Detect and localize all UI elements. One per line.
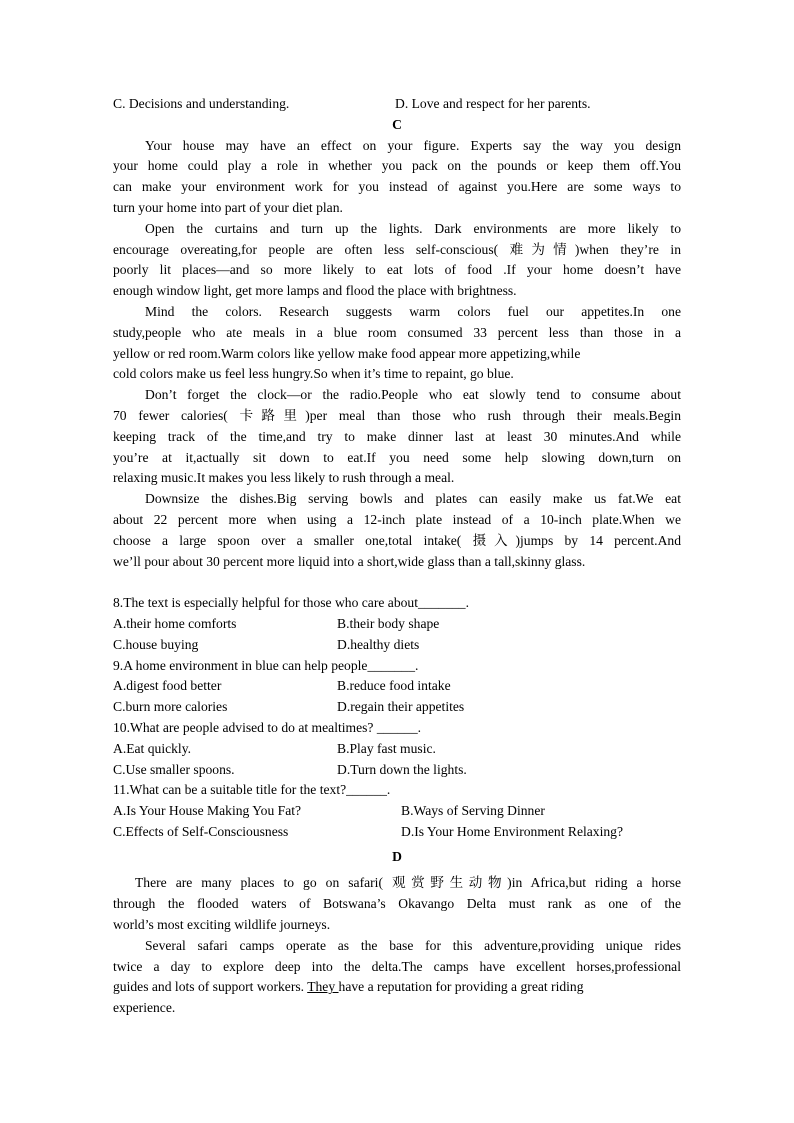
previous-options-row [113, 94, 681, 115]
text-line: study,people who ate meals in a blue room consumed 33 percent less than those in a [113, 324, 681, 340]
text-line: encourage overeating,for people are often less self-conscious( 难为情)when they’re in [113, 241, 681, 257]
text-line: relaxing music.It makes you less likely to rush through a meal. [113, 470, 455, 486]
text-line: Mind the colors. Research suggests warm colors fuel our appetites.In one [145, 303, 681, 319]
text-fragment: guides and lots of support workers. [113, 979, 305, 995]
choice-d[interactable]: D.healthy diets [337, 636, 420, 652]
text-line: you’re at it,actually sit down to eat.If you need some help slowing down,turn on [113, 449, 681, 465]
section-d-paragraph-2 [113, 936, 681, 1019]
text-fragment: have a reputation for providing a great riding [338, 979, 584, 995]
text-line: through the flooded waters of Botswana’s Okavango Delta must rank as one of the [113, 896, 681, 912]
option-d: D. Love and respect for her parents. [395, 96, 591, 111]
text-line: enough window light, get more lamps and flood the place with brightness. [113, 283, 517, 299]
choice-d[interactable]: D.Is Your Home Environment Relaxing? [401, 823, 624, 839]
text-line: Don’t forget the clock—or the radio.People who eat slowly tend to consume about [145, 387, 681, 403]
question-9 [113, 656, 681, 718]
choice-a[interactable]: A.digest food better [113, 678, 222, 694]
choice-a[interactable]: A.Eat quickly. [113, 740, 192, 756]
text-line [113, 977, 681, 998]
choice-c[interactable]: C.house buying [113, 636, 199, 652]
text-line: Open the curtains and turn up the lights. Dark environments are more likely to [145, 220, 681, 236]
question-10 [113, 718, 681, 780]
section-c-paragraph-1 [113, 136, 681, 219]
option-c: C. Decisions and understanding. [113, 96, 290, 111]
section-c-paragraph-2 [113, 219, 681, 302]
section-c-paragraph-4 [113, 385, 681, 489]
question-stem: 9.A home environment in blue can help people_______. [113, 657, 419, 673]
underlined-pronoun: They [307, 979, 339, 995]
question-8 [113, 593, 681, 655]
choice-b[interactable]: B.Play fast music. [337, 740, 436, 756]
text-line: twice a day to explore deep into the delta.The camps have excellent horses,professional [113, 958, 681, 974]
text-line: cold colors make us feel less hungry.So when it’s time to repaint, go blue. [113, 366, 514, 382]
text-line: experience. [113, 1000, 176, 1016]
choice-b[interactable]: B.reduce food intake [337, 678, 451, 694]
text-line: world’s most exciting wildlife journeys. [113, 917, 331, 933]
question-stem: 10.What are people advised to do at mealtimes? ______. [113, 719, 422, 735]
choice-d[interactable]: D.regain their appetites [337, 699, 465, 715]
text-line: can make your environment work for you instead of against you.Here are some ways to [113, 179, 681, 195]
choice-c[interactable]: C.burn more calories [113, 699, 228, 715]
question-stem: 8.The text is especially helpful for those who care about_______. [113, 595, 469, 611]
section-c-paragraph-3 [113, 302, 681, 385]
choice-c[interactable]: C.Use smaller spoons. [113, 761, 235, 777]
choice-c[interactable]: C.Effects of Self-Consciousness [113, 823, 289, 839]
question-stem: 11.What can be a suitable title for the text?______. [113, 782, 391, 798]
section-d-heading: D [392, 848, 402, 864]
choice-b[interactable]: B.Ways of Serving Dinner [401, 803, 545, 819]
text-line: There are many places to go on safari( 观赏野生动物)in Africa,but riding a horse [135, 875, 681, 891]
text-line: Downsize the dishes.Big serving bowls and plates can easily make us fat.We eat [145, 491, 681, 507]
text-line: choose a large spoon over a smaller one,total intake( 摄入)jumps by 14 percent.And [113, 532, 681, 548]
section-c-heading: C [392, 116, 402, 132]
text-line: Several safari camps operate as the base for this adventure,providing unique rides [145, 937, 681, 953]
text-line: yellow or red room.Warm colors like yellow make food appear more appetizing,while [113, 345, 581, 361]
text-line: turn your home into part of your diet plan. [113, 199, 343, 215]
choice-a[interactable]: A.Is Your House Making You Fat? [113, 803, 302, 819]
text-line: 70 fewer calories( 卡路里)per meal than those who rush through their meals.Begin [113, 407, 681, 423]
text-line: Your house may have an effect on your figure. Experts say the way you design [145, 137, 681, 153]
text-line: keeping track of the time,and try to make dinner last at least 30 minutes.And while [113, 428, 681, 444]
choice-b[interactable]: B.their body shape [337, 615, 440, 631]
section-c-paragraph-5 [113, 489, 681, 572]
text-line: about 22 percent more when using a 12-inch plate instead of a 10-inch plate.When we [113, 511, 681, 527]
choice-a[interactable]: A.their home comforts [113, 615, 237, 631]
text-line: poorly lit places—and so more likely to eat lots of food .If your home doesn’t have [113, 262, 681, 278]
spacer [113, 572, 681, 593]
section-d-paragraph-1 [113, 873, 681, 935]
text-line: we’ll pour about 30 percent more liquid into a short,wide glass than a tall,skinny glass. [113, 553, 586, 569]
document-page [113, 94, 681, 1019]
choice-d[interactable]: D.Turn down the lights. [337, 761, 467, 777]
question-11 [113, 780, 681, 842]
text-line: your home could play a role in whether you pack on the pounds or keep them off.You [113, 158, 681, 174]
